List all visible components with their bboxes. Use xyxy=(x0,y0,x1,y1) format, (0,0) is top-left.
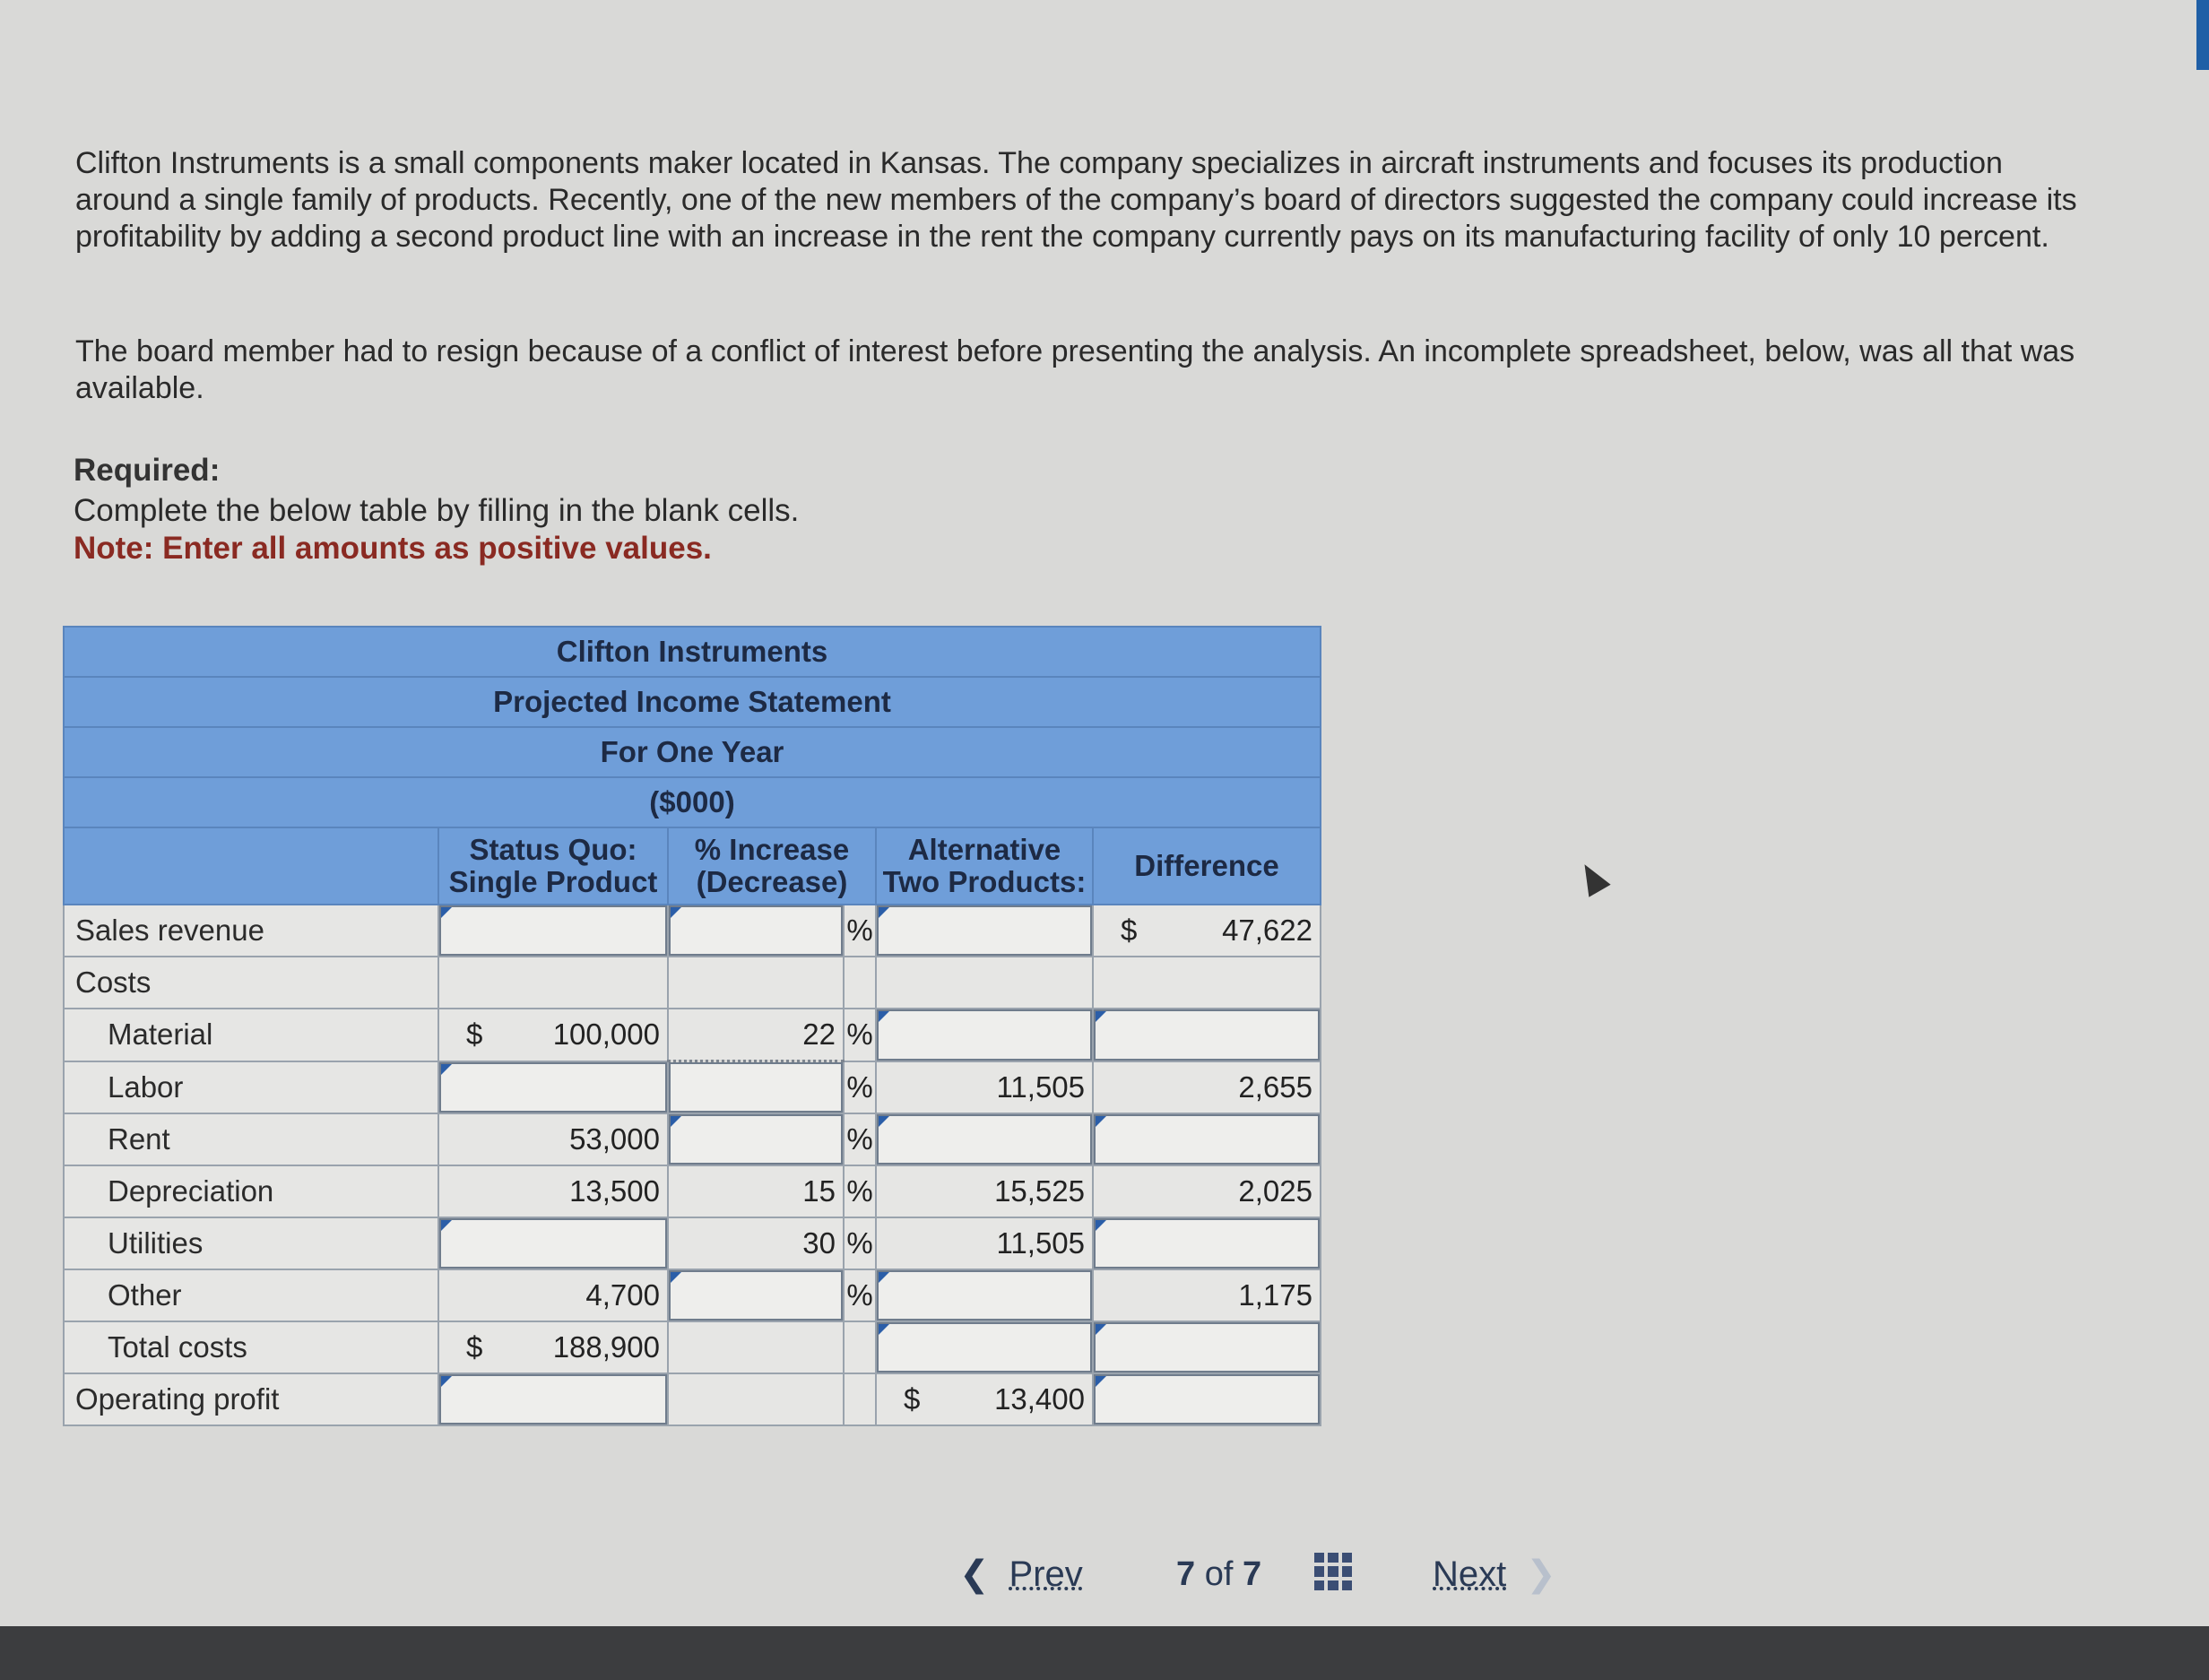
table-row xyxy=(64,905,1321,957)
prev-label: Prev xyxy=(1009,1554,1083,1594)
other-diff-value: 1,175 xyxy=(1093,1269,1321,1321)
row-label-sales: Sales revenue xyxy=(64,905,438,957)
utilities-status-input[interactable] xyxy=(438,1217,668,1269)
currency-sign: $ xyxy=(1121,914,1138,947)
next-label: Next xyxy=(1433,1554,1507,1594)
empty-cell xyxy=(668,1321,844,1373)
row-label-labor: Labor xyxy=(64,1061,438,1114)
header-pct-change xyxy=(668,827,876,905)
rent-diff-input[interactable] xyxy=(1093,1113,1321,1165)
operating-alt-value: 13,400 xyxy=(994,1382,1085,1416)
table-row xyxy=(64,1269,1321,1321)
prev-button[interactable] xyxy=(959,1554,1083,1595)
currency-sign: $ xyxy=(904,1382,921,1416)
operating-diff-input[interactable] xyxy=(1093,1373,1321,1425)
total-diff-input[interactable] xyxy=(1093,1321,1321,1373)
header-alt-line2: Two Products: xyxy=(882,865,1087,898)
pct-sign: % xyxy=(844,1061,876,1114)
empty-cell xyxy=(876,957,1093,1009)
row-label-rent: Rent xyxy=(64,1113,438,1165)
row-label-other: Other xyxy=(64,1269,438,1321)
table-row xyxy=(64,1373,1321,1425)
total-status-cell xyxy=(438,1321,668,1373)
labor-status-input[interactable] xyxy=(438,1061,668,1114)
header-difference: Difference xyxy=(1093,827,1321,905)
sales-diff-cell xyxy=(1093,905,1321,957)
header-blank xyxy=(64,827,438,905)
empty-cell xyxy=(668,1373,844,1425)
table-row xyxy=(64,1321,1321,1373)
empty-cell xyxy=(1093,957,1321,1009)
header-alternative xyxy=(876,827,1093,905)
row-label-depreciation: Depreciation xyxy=(64,1165,438,1217)
header-status-quo-line2: Single Product xyxy=(448,865,658,898)
utilities-diff-input[interactable] xyxy=(1093,1217,1321,1269)
currency-sign: $ xyxy=(466,1018,483,1052)
material-pct-value: 22 xyxy=(668,1009,844,1061)
chevron-right-icon: ❯ xyxy=(1526,1554,1556,1594)
next-button[interactable] xyxy=(1433,1554,1556,1595)
rent-status-value: 53,000 xyxy=(438,1113,668,1165)
row-label-material: Material xyxy=(64,1009,438,1061)
rent-pct-input[interactable] xyxy=(668,1113,844,1165)
table-title-units: ($000) xyxy=(64,777,1321,827)
labor-diff-value: 2,655 xyxy=(1093,1061,1321,1114)
income-statement-table xyxy=(63,626,1321,1426)
currency-sign: $ xyxy=(466,1330,483,1364)
pct-sign: % xyxy=(844,1217,876,1269)
empty-cell xyxy=(844,957,876,1009)
bottom-bar xyxy=(0,1626,2209,1680)
row-label-costs: Costs xyxy=(64,957,438,1009)
side-panel-tab[interactable] xyxy=(2196,0,2209,70)
material-diff-input[interactable] xyxy=(1093,1009,1321,1061)
other-pct-input[interactable] xyxy=(668,1269,844,1321)
empty-cell xyxy=(668,957,844,1009)
depreciation-pct-value: 15 xyxy=(668,1165,844,1217)
labor-pct-input[interactable] xyxy=(668,1061,844,1114)
material-status-cell xyxy=(438,1009,668,1061)
header-pct-line1: % Increase xyxy=(694,833,850,866)
depreciation-status-value: 13,500 xyxy=(438,1165,668,1217)
pct-sign: % xyxy=(844,905,876,957)
page-current: 7 xyxy=(1176,1555,1196,1593)
sales-alt-input[interactable] xyxy=(876,905,1093,957)
empty-cell xyxy=(844,1321,876,1373)
page-indicator xyxy=(1176,1555,1261,1594)
required-instructions: Complete the below table by filling in the blank cells. xyxy=(74,493,800,528)
operating-status-input[interactable] xyxy=(438,1373,668,1425)
table-row xyxy=(64,1009,1321,1061)
required-label: Required: xyxy=(74,453,221,488)
table-title-company: Clifton Instruments xyxy=(64,627,1321,677)
empty-cell xyxy=(844,1373,876,1425)
pct-sign: % xyxy=(844,1009,876,1061)
page-of: of xyxy=(1204,1555,1234,1593)
utilities-alt-value: 11,505 xyxy=(876,1217,1093,1269)
rent-alt-input[interactable] xyxy=(876,1113,1093,1165)
header-pct-line2: (Decrease) xyxy=(696,865,848,898)
pct-sign: % xyxy=(844,1113,876,1165)
header-alt-line1: Alternative xyxy=(907,833,1061,866)
mouse-cursor-icon xyxy=(1573,858,1610,896)
row-label-total-costs: Total costs xyxy=(64,1321,438,1373)
empty-cell xyxy=(438,957,668,1009)
other-alt-input[interactable] xyxy=(876,1269,1093,1321)
material-status-value: 100,000 xyxy=(552,1018,660,1052)
total-alt-input[interactable] xyxy=(876,1321,1093,1373)
table-row xyxy=(64,1217,1321,1269)
table-title-statement: Projected Income Statement xyxy=(64,677,1321,727)
labor-alt-value: 11,505 xyxy=(876,1061,1093,1114)
depreciation-alt-value: 15,525 xyxy=(876,1165,1093,1217)
utilities-pct-value: 30 xyxy=(668,1217,844,1269)
row-label-operating-profit: Operating profit xyxy=(64,1373,438,1425)
row-label-utilities: Utilities xyxy=(64,1217,438,1269)
pct-sign: % xyxy=(844,1165,876,1217)
depreciation-diff-value: 2,025 xyxy=(1093,1165,1321,1217)
note-text: Note: Enter all amounts as positive values. xyxy=(74,531,712,566)
other-status-value: 4,700 xyxy=(438,1269,668,1321)
header-status-quo-line1: Status Quo: xyxy=(469,833,637,866)
material-alt-input[interactable] xyxy=(876,1009,1093,1061)
sales-status-input[interactable] xyxy=(438,905,668,957)
table-row xyxy=(64,1165,1321,1217)
sales-diff-value: 47,622 xyxy=(1222,914,1312,947)
pct-sign: % xyxy=(844,1269,876,1321)
table-row xyxy=(64,957,1321,1009)
sales-pct-input[interactable] xyxy=(668,905,844,957)
question-grid-icon[interactable] xyxy=(1314,1553,1352,1590)
total-status-value: 188,900 xyxy=(552,1330,660,1364)
operating-alt-cell xyxy=(876,1373,1093,1425)
page-total: 7 xyxy=(1242,1555,1262,1593)
problem-description: Clifton Instruments is a small components maker located in Kansas. The company specializes in aircraft instruments and focuses its production around a single family of products. Recently, one of the new members of the company’s board of directors suggested the company could increase its profitability by adding a second product line with an increase in the rent the company currently pays on its manufacturing facility of only 10 percent. xyxy=(75,146,2077,254)
table-row xyxy=(64,1113,1321,1165)
chevron-left-icon: ❮ xyxy=(959,1554,990,1594)
header-status-quo xyxy=(438,827,668,905)
table-row xyxy=(64,1061,1321,1114)
problem-context: The board member had to resign because of a conflict of interest before presenting the analysis. An incomplete spreadsheet, below, was all that was available. xyxy=(75,334,2075,405)
table-title-period: For One Year xyxy=(64,727,1321,777)
